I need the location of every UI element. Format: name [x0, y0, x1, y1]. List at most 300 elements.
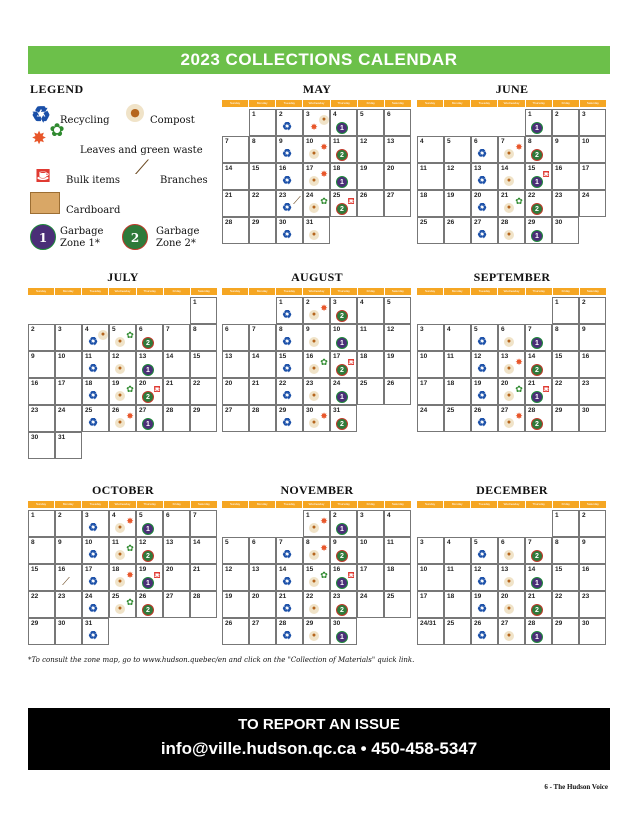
day-number: 25: [333, 192, 341, 199]
day-number: 15: [31, 566, 39, 573]
day-cell: [552, 618, 579, 645]
weekday-label: Wednesday: [109, 501, 135, 508]
day-number: 11: [447, 566, 454, 573]
day-number: 19: [139, 566, 147, 573]
recycling-icon: ♻: [282, 390, 292, 402]
day-number: 12: [112, 353, 120, 360]
compost-icon: ●: [115, 577, 125, 587]
legend-z1-b: Zone 1*: [60, 238, 100, 249]
day-cell: [222, 405, 249, 432]
weekday-label: Monday: [249, 100, 275, 107]
day-cell: [498, 591, 525, 618]
day-number: 9: [31, 353, 35, 360]
day-cell: [222, 324, 249, 351]
compost-icon: ●: [126, 104, 144, 122]
day-number: 29: [252, 219, 260, 226]
garbage-zone1-icon: 1: [531, 122, 543, 134]
day-cell: [330, 591, 357, 618]
day-cell: [163, 510, 190, 537]
day-number: 12: [360, 138, 368, 145]
calendar-title-banner: 2023 COLLECTIONS CALENDAR: [28, 46, 610, 74]
weekday-label: Monday: [55, 288, 81, 295]
day-number: 9: [582, 539, 586, 546]
month-name: NOVEMBER: [280, 483, 354, 497]
day-cell: [55, 405, 82, 432]
garbage-zone2-icon: 2: [531, 418, 543, 430]
day-cell: [471, 537, 498, 564]
maple-leaf-icon: ✸: [515, 357, 523, 367]
legend-compost: Compost: [150, 115, 195, 126]
legend-bulk: Bulk items: [66, 175, 120, 186]
day-cell: [417, 217, 444, 244]
day-number: 29: [528, 219, 536, 226]
day-cell: [303, 351, 330, 378]
maple-leaf-icon: ✸: [126, 411, 134, 421]
compost-icon: ●: [309, 391, 319, 401]
day-number: 23: [279, 192, 287, 199]
day-number: 26: [474, 407, 482, 414]
bulk-items-icon: ⛾: [347, 357, 355, 367]
day-cell: [190, 324, 217, 351]
day-cell: [303, 163, 330, 190]
day-number: 14: [193, 539, 201, 546]
day-number: 14: [501, 165, 509, 172]
garbage-zone2-icon: 2: [142, 337, 154, 349]
day-cell: [579, 190, 606, 217]
garbage-zone2-icon: 2: [142, 550, 154, 562]
maple-leaf-icon: ✸: [31, 128, 47, 149]
day-number: 20: [501, 593, 509, 600]
day-cell: [190, 537, 217, 564]
day-cell: [222, 564, 249, 591]
garbage-zone1-icon: 1: [336, 122, 348, 134]
green-waste-icon: ✿: [320, 196, 328, 206]
day-number: 5: [139, 512, 143, 519]
day-number: 29: [193, 407, 201, 414]
day-cell: [357, 324, 384, 351]
day-number: 8: [306, 539, 310, 546]
day-number: 18: [387, 566, 395, 573]
day-number: 14: [252, 353, 260, 360]
day-cell: [384, 324, 411, 351]
weekday-label: Sunday: [28, 288, 54, 295]
recycling-icon: ♻: [88, 522, 98, 534]
month-name: MAY: [302, 82, 332, 96]
day-number: 16: [582, 566, 590, 573]
day-cell: [444, 537, 471, 564]
day-number: 12: [474, 566, 482, 573]
weekday-label: Wednesday: [498, 100, 524, 107]
day-number: 12: [139, 539, 147, 546]
day-cell: [136, 324, 163, 351]
compost-icon: ●: [504, 604, 514, 614]
day-number: 23: [31, 407, 39, 414]
day-cell: [163, 564, 190, 591]
day-number: 29: [306, 620, 314, 627]
day-number: 27: [501, 407, 509, 414]
day-number: 26: [225, 620, 233, 627]
recycling-icon: ♻: [282, 229, 292, 241]
green-waste-icon: ✿: [320, 357, 328, 367]
day-number: 19: [474, 380, 482, 387]
recycling-icon: ♻: [282, 363, 292, 375]
weekday-label: Saturday: [385, 501, 411, 508]
compost-icon: ●: [504, 418, 514, 428]
day-number: 13: [166, 539, 174, 546]
day-number: 30: [582, 620, 590, 627]
day-number: 17: [58, 380, 66, 387]
day-number: 22: [555, 593, 563, 600]
day-number: 24/31: [420, 620, 437, 627]
day-number: 20: [166, 566, 174, 573]
day-cell: [303, 591, 330, 618]
day-cell: [498, 324, 525, 351]
day-number: 17: [420, 380, 428, 387]
day-cell: [384, 297, 411, 324]
recycling-icon: ♻: [282, 148, 292, 160]
garbage-zone1-icon: 1: [142, 577, 154, 589]
day-number: 15: [252, 165, 260, 172]
day-number: 18: [447, 593, 455, 600]
garbage-zone2-icon: 2: [336, 203, 348, 215]
day-cell: [249, 351, 276, 378]
day-cell: [249, 537, 276, 564]
day-cell: [249, 109, 276, 136]
recycling-icon: ♻: [88, 576, 98, 588]
compost-icon: ●: [504, 631, 514, 641]
day-number: 15: [193, 353, 201, 360]
day-cell: [222, 190, 249, 217]
weekday-label: Friday: [164, 288, 190, 295]
day-number: 27: [252, 620, 260, 627]
day-number: 18: [420, 192, 428, 199]
day-number: 20: [252, 593, 260, 600]
day-number: 30: [279, 219, 287, 226]
bulk-items-icon: ⛾: [542, 384, 550, 394]
day-number: 4: [447, 539, 451, 546]
day-cell: [417, 618, 444, 645]
day-number: 13: [387, 138, 395, 145]
day-cell: [163, 351, 190, 378]
day-cell: [471, 618, 498, 645]
day-number: 31: [85, 620, 93, 627]
day-number: 25: [85, 407, 93, 414]
recycling-icon: ♻: [282, 417, 292, 429]
day-number: 7: [279, 539, 283, 546]
day-cell: [525, 537, 552, 564]
day-number: 21: [252, 380, 260, 387]
day-cell: [136, 351, 163, 378]
day-cell: [136, 405, 163, 432]
garbage-zone1-icon: 1: [531, 577, 543, 589]
day-number: 27: [139, 407, 147, 414]
day-number: 1: [31, 512, 35, 519]
day-cell: [384, 537, 411, 564]
day-cell: [384, 564, 411, 591]
day-cell: [276, 591, 303, 618]
day-cell: [498, 378, 525, 405]
day-cell: [190, 297, 217, 324]
day-number: 15: [555, 353, 563, 360]
day-cell: [276, 190, 303, 217]
day-cell: [330, 351, 357, 378]
day-number: 25: [420, 219, 428, 226]
day-number: 17: [420, 593, 428, 600]
day-number: 13: [501, 566, 509, 573]
day-number: 22: [193, 380, 201, 387]
green-waste-icon: ✿: [515, 196, 523, 206]
weekday-label: Tuesday: [276, 100, 302, 107]
day-number: 3: [58, 326, 62, 333]
month-name: OCTOBER: [92, 483, 154, 497]
day-number: 4: [420, 138, 424, 145]
garbage-zone1-icon: 1: [336, 523, 348, 535]
garbage-zone2-icon: 2: [142, 391, 154, 403]
day-number: 16: [31, 380, 39, 387]
day-cell: [303, 190, 330, 217]
day-cell: [471, 217, 498, 244]
day-cell: [109, 351, 136, 378]
day-number: 4: [447, 326, 451, 333]
day-number: 3: [420, 539, 424, 546]
day-number: 13: [225, 353, 233, 360]
compost-icon: ●: [504, 176, 514, 186]
day-cell: [276, 297, 303, 324]
day-cell: [384, 136, 411, 163]
day-cell: [552, 136, 579, 163]
day-number: 10: [420, 353, 428, 360]
day-cell: [579, 378, 606, 405]
weekday-label: Monday: [249, 501, 275, 508]
day-cell: [357, 564, 384, 591]
garbage-zone1-icon: 1: [30, 224, 56, 250]
day-number: 13: [252, 566, 260, 573]
day-number: 29: [555, 407, 563, 414]
bulk-items-icon: ⛾: [153, 570, 161, 580]
legend-branches: Branches: [160, 175, 208, 186]
day-cell: [163, 378, 190, 405]
day-cell: [444, 564, 471, 591]
day-number: 22: [555, 380, 563, 387]
day-cell: [82, 351, 109, 378]
day-cell: [303, 537, 330, 564]
day-cell: [163, 537, 190, 564]
day-number: 21: [225, 192, 233, 199]
weekday-label: Monday: [55, 501, 81, 508]
day-cell: [55, 537, 82, 564]
day-number: 27: [225, 407, 233, 414]
day-cell: [525, 190, 552, 217]
compost-icon: ●: [309, 310, 319, 320]
day-cell: [82, 378, 109, 405]
bulk-items-icon: ⛾: [347, 570, 355, 580]
day-cell: [330, 109, 357, 136]
garbage-zone2-icon: 2: [336, 550, 348, 562]
day-cell: [55, 432, 82, 459]
day-number: 9: [306, 326, 310, 333]
day-cell: [82, 324, 109, 351]
compost-icon: ●: [115, 604, 125, 614]
day-cell: [222, 351, 249, 378]
day-number: 7: [528, 539, 532, 546]
day-cell: [303, 405, 330, 432]
weekday-label: Saturday: [191, 288, 217, 295]
garbage-zone2-icon: 2: [531, 604, 543, 616]
day-number: 24: [360, 593, 368, 600]
day-number: 7: [166, 326, 170, 333]
day-number: 28: [193, 593, 201, 600]
day-number: 3: [85, 512, 89, 519]
weekday-header: [222, 288, 412, 295]
recycling-icon: ♻: [477, 148, 487, 160]
recycling-icon: ♻: [477, 363, 487, 375]
day-number: 13: [139, 353, 147, 360]
day-cell: [276, 217, 303, 244]
day-number: 25: [447, 407, 455, 414]
day-number: 3: [333, 299, 337, 306]
day-cell: [330, 618, 357, 645]
recycling-icon: ♻: [477, 603, 487, 615]
weekday-header: [222, 501, 412, 508]
day-cell: [579, 351, 606, 378]
weekday-label: Thursday: [137, 288, 163, 295]
day-cell: [357, 378, 384, 405]
day-number: 30: [582, 407, 590, 414]
day-number: 29: [555, 620, 563, 627]
day-number: 28: [279, 620, 287, 627]
weekday-label: Thursday: [137, 501, 163, 508]
day-cell: [525, 618, 552, 645]
day-number: 23: [582, 380, 590, 387]
garbage-zone1-icon: 1: [531, 176, 543, 188]
day-cell: [498, 136, 525, 163]
day-number: 25: [360, 380, 368, 387]
day-number: 13: [474, 165, 482, 172]
day-number: 6: [501, 539, 505, 546]
day-cell: [384, 378, 411, 405]
recycling-icon: ♻: [282, 549, 292, 561]
day-cell: [552, 163, 579, 190]
recycling-icon: ♻: [88, 549, 98, 561]
day-cell: [471, 564, 498, 591]
recycling-icon: ♻: [88, 336, 98, 348]
garbage-zone1-icon: 1: [531, 391, 543, 403]
day-cell: [28, 405, 55, 432]
day-number: 8: [555, 326, 559, 333]
day-number: 14: [528, 566, 536, 573]
weekday-label: Sunday: [222, 288, 248, 295]
day-cell: [82, 591, 109, 618]
maple-leaf-icon: ✸: [320, 169, 328, 179]
green-waste-icon: ✿: [126, 330, 134, 340]
compost-icon: ●: [309, 550, 319, 560]
day-cell: [330, 405, 357, 432]
day-cell: [471, 163, 498, 190]
maple-leaf-icon: ✸: [320, 303, 328, 313]
day-number: 4: [85, 326, 89, 333]
day-number: 19: [225, 593, 233, 600]
recycling-icon: ♻: [477, 175, 487, 187]
weekday-label: Wednesday: [498, 288, 524, 295]
garbage-zone1-icon: 1: [336, 176, 348, 188]
day-number: 16: [333, 566, 341, 573]
day-cell: [579, 324, 606, 351]
weekday-header: [28, 501, 218, 508]
day-cell: [163, 324, 190, 351]
day-number: 18: [333, 165, 341, 172]
day-number: 21: [193, 566, 201, 573]
day-number: 14: [528, 353, 536, 360]
day-cell: [444, 163, 471, 190]
recycling-icon: ♻: [282, 630, 292, 642]
day-number: 18: [447, 380, 455, 387]
day-cell: [136, 378, 163, 405]
recycling-icon: ♻: [88, 363, 98, 375]
day-number: 10: [360, 539, 368, 546]
day-cell: [330, 537, 357, 564]
day-number: 5: [387, 299, 391, 306]
maple-leaf-icon: ✸: [126, 516, 134, 526]
day-cell: [525, 564, 552, 591]
day-number: 14: [166, 353, 174, 360]
day-number: 20: [501, 380, 509, 387]
recycling-icon: ♻: [282, 175, 292, 187]
day-cell: [444, 351, 471, 378]
day-cell: [579, 564, 606, 591]
weekday-header: [417, 100, 607, 107]
day-cell: [276, 324, 303, 351]
garbage-zone1-icon: 1: [142, 418, 154, 430]
day-cell: [471, 324, 498, 351]
day-number: 28: [528, 407, 536, 414]
day-number: 21: [501, 192, 509, 199]
recycling-icon: ♻: [477, 576, 487, 588]
weekday-label: Friday: [553, 100, 579, 107]
green-waste-icon: ✿: [320, 570, 328, 580]
weekday-label: Tuesday: [82, 501, 108, 508]
day-number: 7: [225, 138, 229, 145]
day-number: 6: [501, 326, 505, 333]
day-number: 15: [528, 165, 536, 172]
day-cell: [417, 537, 444, 564]
compost-icon: ●: [309, 337, 319, 347]
day-number: 30: [58, 620, 66, 627]
day-number: 2: [306, 299, 310, 306]
day-number: 26: [360, 192, 368, 199]
day-cell: [136, 591, 163, 618]
day-cell: [417, 324, 444, 351]
legend-leaves: Leaves and green waste: [80, 145, 203, 156]
day-cell: [471, 136, 498, 163]
day-number: 11: [85, 353, 92, 360]
garbage-zone2-icon: 2: [531, 149, 543, 161]
weekday-label: Sunday: [28, 501, 54, 508]
day-cell: [444, 405, 471, 432]
weekday-label: Thursday: [526, 100, 552, 107]
day-number: 23: [58, 593, 66, 600]
day-number: 18: [360, 353, 368, 360]
day-number: 26: [447, 219, 455, 226]
day-cell: [222, 378, 249, 405]
weekday-header: [28, 288, 218, 295]
day-cell: [330, 324, 357, 351]
day-number: 2: [58, 512, 62, 519]
day-number: 6: [474, 138, 478, 145]
weekday-header: [417, 288, 607, 295]
day-number: 7: [252, 326, 256, 333]
day-cell: [276, 618, 303, 645]
weekday-label: Tuesday: [276, 288, 302, 295]
